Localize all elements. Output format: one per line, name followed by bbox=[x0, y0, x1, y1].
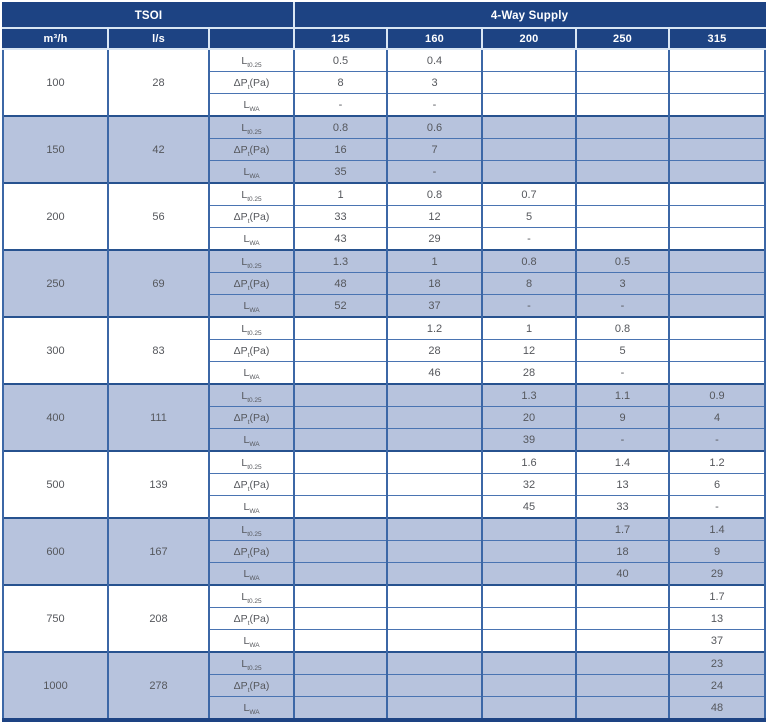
value-cell: 8 bbox=[294, 72, 387, 94]
metric-label-cell: $\Delta P_t(Pa)$ bbox=[209, 139, 294, 161]
header-title-row bbox=[3, 3, 765, 28]
value-cell: 1.4 bbox=[576, 451, 669, 474]
metric-label-cell: $L_{WA}$ bbox=[209, 496, 294, 519]
value-cell: 5 bbox=[576, 340, 669, 362]
value-cell: 1 bbox=[294, 183, 387, 206]
value-cell: 0.8 bbox=[387, 183, 482, 206]
col-header-size-200: 200 bbox=[482, 28, 576, 49]
value-cell: 37 bbox=[387, 295, 482, 318]
value-cell bbox=[482, 697, 576, 721]
diffuser-data-table bbox=[2, 2, 764, 722]
value-cell: - bbox=[482, 228, 576, 251]
value-cell: 0.8 bbox=[482, 250, 576, 273]
metric-label-cell: $\Delta P_t(Pa)$ bbox=[209, 541, 294, 563]
value-cell: 3 bbox=[387, 72, 482, 94]
value-cell: 9 bbox=[669, 541, 765, 563]
flow-m3h-cell: 400 bbox=[3, 384, 108, 451]
value-cell: - bbox=[669, 429, 765, 452]
metric-label-cell: $L_{t0.25}$ bbox=[209, 250, 294, 273]
value-cell: 16 bbox=[294, 139, 387, 161]
table-header bbox=[3, 3, 765, 49]
value-cell: 1 bbox=[387, 250, 482, 273]
value-cell bbox=[669, 295, 765, 318]
value-cell bbox=[576, 116, 669, 139]
value-cell bbox=[576, 697, 669, 721]
flow-m3h-cell: 250 bbox=[3, 250, 108, 317]
col-header-size-250: 250 bbox=[576, 28, 669, 49]
value-cell bbox=[482, 518, 576, 541]
value-cell bbox=[387, 429, 482, 452]
value-cell: 0.8 bbox=[294, 116, 387, 139]
value-cell bbox=[482, 94, 576, 117]
performance-table bbox=[2, 2, 766, 722]
value-cell: 1.6 bbox=[482, 451, 576, 474]
metric-label-cell: $L_{t0.25}$ bbox=[209, 49, 294, 72]
metric-label-cell: $L_{WA}$ bbox=[209, 429, 294, 452]
metric-label-cell: $L_{t0.25}$ bbox=[209, 451, 294, 474]
value-cell: 12 bbox=[387, 206, 482, 228]
value-cell: 4 bbox=[669, 407, 765, 429]
value-cell: 1.3 bbox=[482, 384, 576, 407]
flow-ls-cell: 139 bbox=[108, 451, 209, 518]
value-cell bbox=[482, 116, 576, 139]
value-cell bbox=[669, 340, 765, 362]
value-cell: 28 bbox=[387, 340, 482, 362]
value-cell: 1.4 bbox=[669, 518, 765, 541]
page-root bbox=[0, 2, 766, 722]
flow-ls-cell: 278 bbox=[108, 652, 209, 720]
value-cell: 6 bbox=[669, 474, 765, 496]
table-row bbox=[3, 317, 765, 340]
value-cell bbox=[576, 228, 669, 251]
value-cell bbox=[294, 630, 387, 653]
value-cell bbox=[294, 451, 387, 474]
value-cell bbox=[576, 608, 669, 630]
value-cell bbox=[576, 49, 669, 72]
header-columns-row bbox=[3, 28, 765, 49]
value-cell: 29 bbox=[387, 228, 482, 251]
value-cell bbox=[294, 407, 387, 429]
metric-label-cell: $L_{t0.25}$ bbox=[209, 317, 294, 340]
value-cell: 33 bbox=[294, 206, 387, 228]
value-cell: 52 bbox=[294, 295, 387, 318]
value-cell bbox=[576, 206, 669, 228]
value-cell bbox=[669, 94, 765, 117]
value-cell: 7 bbox=[387, 139, 482, 161]
value-cell: 1.2 bbox=[387, 317, 482, 340]
value-cell bbox=[294, 608, 387, 630]
value-cell bbox=[669, 72, 765, 94]
header-left-title: TSOI bbox=[3, 3, 294, 28]
col-header-size-315: 315 bbox=[669, 28, 765, 49]
table-body bbox=[3, 49, 765, 720]
flow-m3h-cell: 100 bbox=[3, 49, 108, 116]
value-cell bbox=[576, 161, 669, 184]
col-header-size-125: 125 bbox=[294, 28, 387, 49]
value-cell bbox=[576, 72, 669, 94]
value-cell: 45 bbox=[482, 496, 576, 519]
value-cell bbox=[387, 608, 482, 630]
flow-ls-cell: 56 bbox=[108, 183, 209, 250]
value-cell bbox=[576, 139, 669, 161]
table-row bbox=[3, 250, 765, 273]
value-cell bbox=[387, 384, 482, 407]
flow-m3h-cell: 1000 bbox=[3, 652, 108, 720]
value-cell bbox=[294, 474, 387, 496]
metric-label-cell: $\Delta P_t(Pa)$ bbox=[209, 474, 294, 496]
value-cell: 0.9 bbox=[669, 384, 765, 407]
flow-ls-cell: 167 bbox=[108, 518, 209, 585]
metric-label-cell: $L_{WA}$ bbox=[209, 630, 294, 653]
value-cell bbox=[387, 541, 482, 563]
value-cell: - bbox=[482, 295, 576, 318]
value-cell bbox=[669, 116, 765, 139]
value-cell bbox=[482, 541, 576, 563]
value-cell: 37 bbox=[669, 630, 765, 653]
value-cell: - bbox=[294, 94, 387, 117]
metric-label-cell: $\Delta P_t(Pa)$ bbox=[209, 72, 294, 94]
value-cell bbox=[294, 518, 387, 541]
value-cell bbox=[669, 183, 765, 206]
value-cell: 20 bbox=[482, 407, 576, 429]
value-cell: 29 bbox=[669, 563, 765, 586]
col-header-size-160: 160 bbox=[387, 28, 482, 49]
value-cell bbox=[294, 541, 387, 563]
metric-label-cell: $L_{t0.25}$ bbox=[209, 518, 294, 541]
value-cell bbox=[294, 675, 387, 697]
metric-label-cell: $L_{WA}$ bbox=[209, 697, 294, 721]
value-cell: 18 bbox=[576, 541, 669, 563]
flow-ls-cell: 208 bbox=[108, 585, 209, 652]
metric-label-cell: $L_{WA}$ bbox=[209, 295, 294, 318]
value-cell bbox=[669, 228, 765, 251]
flow-m3h-cell: 600 bbox=[3, 518, 108, 585]
value-cell bbox=[294, 317, 387, 340]
metric-label-cell: $\Delta P_t(Pa)$ bbox=[209, 407, 294, 429]
value-cell bbox=[387, 496, 482, 519]
value-cell: 32 bbox=[482, 474, 576, 496]
value-cell: 0.4 bbox=[387, 49, 482, 72]
value-cell bbox=[482, 49, 576, 72]
value-cell bbox=[294, 563, 387, 586]
metric-label-cell: $L_{t0.25}$ bbox=[209, 585, 294, 608]
value-cell bbox=[294, 362, 387, 385]
value-cell: 0.7 bbox=[482, 183, 576, 206]
flow-ls-cell: 69 bbox=[108, 250, 209, 317]
value-cell bbox=[387, 697, 482, 721]
value-cell: 28 bbox=[482, 362, 576, 385]
metric-label-cell: $L_{t0.25}$ bbox=[209, 652, 294, 675]
value-cell bbox=[669, 139, 765, 161]
metric-label-cell: $\Delta P_t(Pa)$ bbox=[209, 608, 294, 630]
value-cell bbox=[387, 563, 482, 586]
value-cell: 23 bbox=[669, 652, 765, 675]
metric-label-cell: $L_{WA}$ bbox=[209, 94, 294, 117]
table-row bbox=[3, 49, 765, 72]
value-cell bbox=[669, 273, 765, 295]
value-cell bbox=[482, 585, 576, 608]
value-cell bbox=[669, 49, 765, 72]
metric-label-cell: $\Delta P_t(Pa)$ bbox=[209, 340, 294, 362]
value-cell bbox=[387, 474, 482, 496]
value-cell: 0.5 bbox=[576, 250, 669, 273]
value-cell: 0.8 bbox=[576, 317, 669, 340]
value-cell bbox=[387, 585, 482, 608]
value-cell bbox=[294, 384, 387, 407]
value-cell: 24 bbox=[669, 675, 765, 697]
value-cell bbox=[294, 496, 387, 519]
value-cell: 1.3 bbox=[294, 250, 387, 273]
value-cell: 3 bbox=[576, 273, 669, 295]
value-cell bbox=[294, 652, 387, 675]
value-cell bbox=[482, 72, 576, 94]
value-cell bbox=[482, 161, 576, 184]
metric-label-cell: $\Delta P_t(Pa)$ bbox=[209, 273, 294, 295]
value-cell: - bbox=[387, 94, 482, 117]
metric-label-cell: $L_{t0.25}$ bbox=[209, 183, 294, 206]
value-cell: 12 bbox=[482, 340, 576, 362]
value-cell: 1.1 bbox=[576, 384, 669, 407]
value-cell bbox=[294, 429, 387, 452]
value-cell bbox=[576, 183, 669, 206]
value-cell: 1 bbox=[482, 317, 576, 340]
value-cell bbox=[387, 518, 482, 541]
value-cell bbox=[387, 407, 482, 429]
value-cell: - bbox=[576, 429, 669, 452]
flow-m3h-cell: 300 bbox=[3, 317, 108, 384]
value-cell: 0.5 bbox=[294, 49, 387, 72]
flow-ls-cell: 28 bbox=[108, 49, 209, 116]
header-right-title: 4-Way Supply bbox=[294, 3, 765, 28]
value-cell bbox=[669, 317, 765, 340]
value-cell: 33 bbox=[576, 496, 669, 519]
value-cell: 48 bbox=[294, 273, 387, 295]
table-row bbox=[3, 116, 765, 139]
flow-m3h-cell: 200 bbox=[3, 183, 108, 250]
value-cell: 46 bbox=[387, 362, 482, 385]
value-cell: 8 bbox=[482, 273, 576, 295]
table-row bbox=[3, 652, 765, 675]
metric-label-cell: $L_{WA}$ bbox=[209, 228, 294, 251]
metric-label-cell: $\Delta P_t(Pa)$ bbox=[209, 675, 294, 697]
value-cell: 40 bbox=[576, 563, 669, 586]
value-cell: 43 bbox=[294, 228, 387, 251]
col-header-m3h: m³/h bbox=[3, 28, 108, 49]
metric-label-cell: $L_{t0.25}$ bbox=[209, 384, 294, 407]
value-cell bbox=[669, 250, 765, 273]
value-cell bbox=[482, 139, 576, 161]
value-cell bbox=[669, 362, 765, 385]
value-cell bbox=[294, 340, 387, 362]
value-cell bbox=[576, 630, 669, 653]
value-cell: 18 bbox=[387, 273, 482, 295]
value-cell: 5 bbox=[482, 206, 576, 228]
value-cell bbox=[387, 630, 482, 653]
col-header-blank bbox=[209, 28, 294, 49]
metric-label-cell: $L_{WA}$ bbox=[209, 563, 294, 586]
value-cell: 35 bbox=[294, 161, 387, 184]
table-row bbox=[3, 451, 765, 474]
value-cell: 48 bbox=[669, 697, 765, 721]
value-cell bbox=[482, 675, 576, 697]
flow-m3h-cell: 500 bbox=[3, 451, 108, 518]
value-cell: 9 bbox=[576, 407, 669, 429]
value-cell bbox=[669, 161, 765, 184]
metric-label-cell: $L_{t0.25}$ bbox=[209, 116, 294, 139]
value-cell bbox=[576, 675, 669, 697]
value-cell bbox=[482, 652, 576, 675]
value-cell bbox=[482, 608, 576, 630]
metric-label-cell: $L_{WA}$ bbox=[209, 161, 294, 184]
metric-label-cell: $L_{WA}$ bbox=[209, 362, 294, 385]
value-cell bbox=[576, 585, 669, 608]
value-cell: 39 bbox=[482, 429, 576, 452]
value-cell: 1.7 bbox=[669, 585, 765, 608]
table-row bbox=[3, 183, 765, 206]
value-cell bbox=[576, 94, 669, 117]
value-cell: 0.6 bbox=[387, 116, 482, 139]
value-cell: 13 bbox=[576, 474, 669, 496]
table-row bbox=[3, 585, 765, 608]
flow-m3h-cell: 750 bbox=[3, 585, 108, 652]
value-cell bbox=[669, 206, 765, 228]
flow-ls-cell: 111 bbox=[108, 384, 209, 451]
value-cell: 13 bbox=[669, 608, 765, 630]
value-cell bbox=[387, 652, 482, 675]
value-cell bbox=[576, 652, 669, 675]
value-cell bbox=[294, 697, 387, 721]
value-cell: - bbox=[576, 362, 669, 385]
value-cell: 1.2 bbox=[669, 451, 765, 474]
value-cell: 1.7 bbox=[576, 518, 669, 541]
value-cell bbox=[387, 675, 482, 697]
value-cell bbox=[387, 451, 482, 474]
metric-label-cell: $\Delta P_t(Pa)$ bbox=[209, 206, 294, 228]
flow-m3h-cell: 150 bbox=[3, 116, 108, 183]
flow-ls-cell: 83 bbox=[108, 317, 209, 384]
value-cell: - bbox=[669, 496, 765, 519]
table-row bbox=[3, 518, 765, 541]
col-header-ls: l/s bbox=[108, 28, 209, 49]
value-cell bbox=[482, 563, 576, 586]
table-row bbox=[3, 384, 765, 407]
flow-ls-cell: 42 bbox=[108, 116, 209, 183]
value-cell: - bbox=[387, 161, 482, 184]
value-cell: - bbox=[576, 295, 669, 318]
value-cell bbox=[482, 630, 576, 653]
value-cell bbox=[294, 585, 387, 608]
